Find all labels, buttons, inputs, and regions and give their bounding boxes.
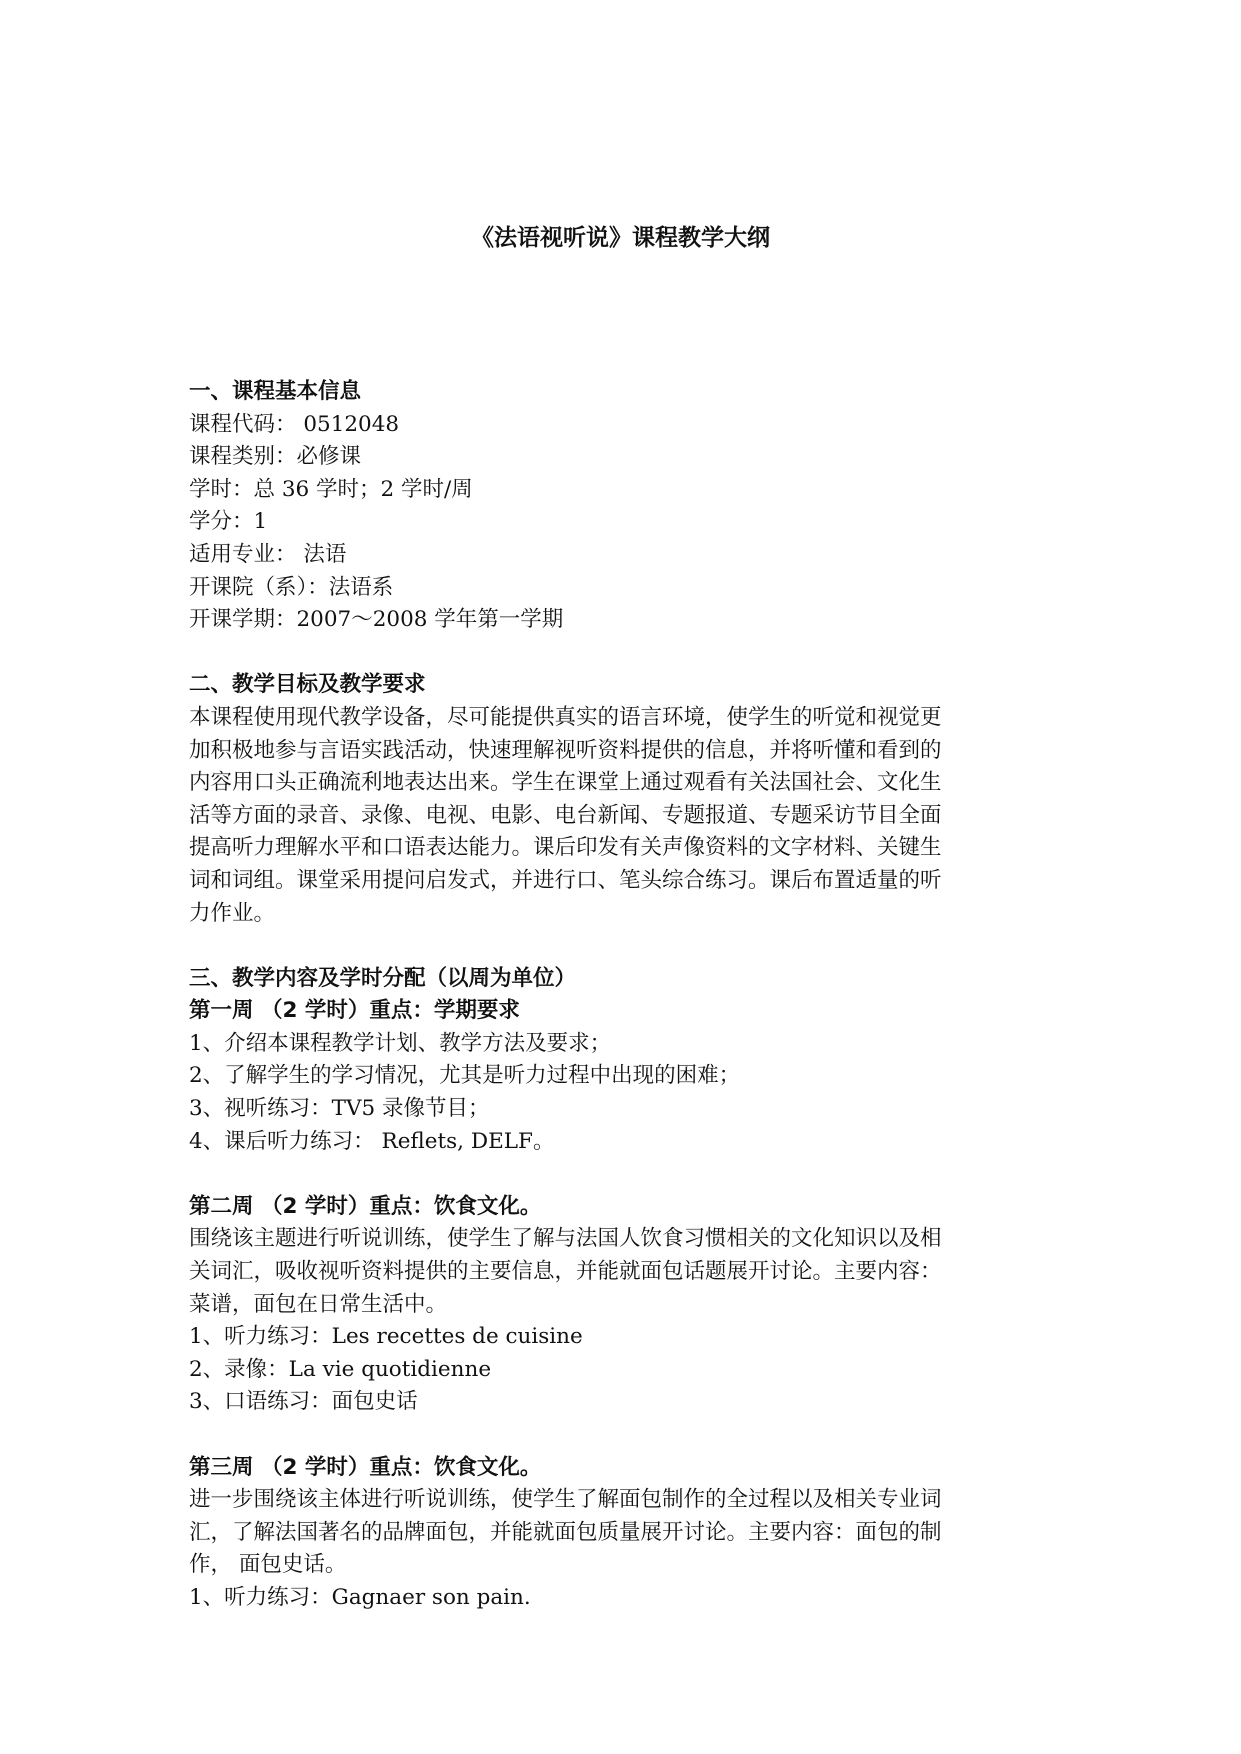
paragraph-line: 提高听力理解水平和口语表达能力。课后印发有关声像资料的文字材料、关键生: [189, 835, 942, 861]
week-heading: 第一周 （2 学时）重点：学期要求: [189, 998, 520, 1024]
list-item: 3、口语练习：面包史话: [189, 1389, 418, 1415]
week-paragraph: [189, 1223, 1059, 1321]
list-item: 2、录像：La vie quotidienne: [189, 1356, 492, 1382]
section-content: [189, 963, 1059, 1615]
list-item: 3、视听练习：TV5 录像节目；: [189, 1096, 490, 1122]
paragraph-line: 本课程使用现代教学设备，尽可能提供真实的语言环境，使学生的听觉和视觉更: [189, 704, 942, 730]
list-item: 1、听力练习：Les recettes de cuisine: [189, 1324, 583, 1350]
info-semester: 开课学期：2007～2008 学年第一学期: [189, 607, 564, 633]
paragraph-line: 围绕该主题进行听说训练，使学生了解与法国人饮食习惯相关的文化知识以及相: [189, 1226, 942, 1252]
spacer: [189, 930, 1059, 963]
paragraph-line: 活等方面的录音、录像、电视、电影、电台新闻、专题报道、专题采访节目全面: [189, 802, 942, 828]
section-heading: 一、课程基本信息: [189, 379, 362, 404]
info-credits: 学分：1: [189, 509, 268, 535]
paragraph-line: 汇，了解法国著名的品牌面包，并能就面包质量展开讨论。主要内容：面包的制: [189, 1519, 942, 1545]
section-basic-info: [189, 376, 1059, 637]
paragraph-line: 关词汇，吸收视听资料提供的主要信息，并能就面包话题展开讨论。主要内容：: [189, 1259, 942, 1285]
document-title: 《法语视听说》课程教学大纲: [471, 225, 770, 251]
section-heading: 三、教学内容及学时分配（以周为单位）: [189, 965, 577, 991]
info-hours: 学时：总 36 学时；2 学时/周: [189, 476, 473, 502]
paragraph-line: 内容用口头正确流利地表达出来。学生在课堂上通过观看有关法国社会、文化生: [189, 770, 942, 796]
info-department: 开课院（系）：法语系: [189, 574, 394, 600]
paragraph-line: 加积极地参与言语实践活动，快速理解视听资料提供的信息，并将听懂和看到的: [189, 737, 942, 763]
info-course-code: 课程代码： 0512048: [189, 411, 400, 437]
spacer: [189, 637, 1059, 670]
section-objectives: [189, 669, 1059, 930]
paragraph-line: 力作业。: [189, 900, 276, 926]
document-body: [189, 376, 1059, 1615]
section-heading: 二、教学目标及教学要求: [189, 672, 426, 698]
list-item: 2、了解学生的学习情况，尤其是听力过程中出现的困难；: [189, 1063, 741, 1089]
list-item: 1、介绍本课程教学计划、教学方法及要求；: [189, 1030, 612, 1056]
week-heading: 第三周 （2 学时）重点：饮食文化。: [189, 1454, 542, 1480]
paragraph-line: 菜谱，面包在日常生活中。: [189, 1291, 448, 1317]
info-major: 适用专业： 法语: [189, 541, 347, 567]
paragraph-line: 作， 面包史话。: [189, 1552, 347, 1578]
week-heading: 第二周 （2 学时）重点：饮食文化。: [189, 1193, 542, 1219]
list-item: 4、课后听力练习： Reflets, DELF。: [189, 1128, 555, 1154]
objectives-paragraph: [189, 702, 1059, 930]
week-paragraph: [189, 1484, 1059, 1582]
info-course-type: 课程类别：必修课: [189, 444, 362, 470]
week-2-block: [189, 1191, 1059, 1419]
week-3-block: [189, 1452, 1059, 1615]
spacer: [189, 1158, 1059, 1191]
list-item: 1、听力练习：Gagnaer son pain.: [189, 1584, 531, 1610]
spacer: [189, 1419, 1059, 1452]
paragraph-line: 词和词组。课堂采用提问启发式，并进行口、笔头综合练习。课后布置适量的听: [189, 867, 942, 893]
paragraph-line: 进一步围绕该主体进行听说训练，使学生了解面包制作的全过程以及相关专业词: [189, 1487, 942, 1513]
week-1-block: [189, 995, 1059, 1158]
